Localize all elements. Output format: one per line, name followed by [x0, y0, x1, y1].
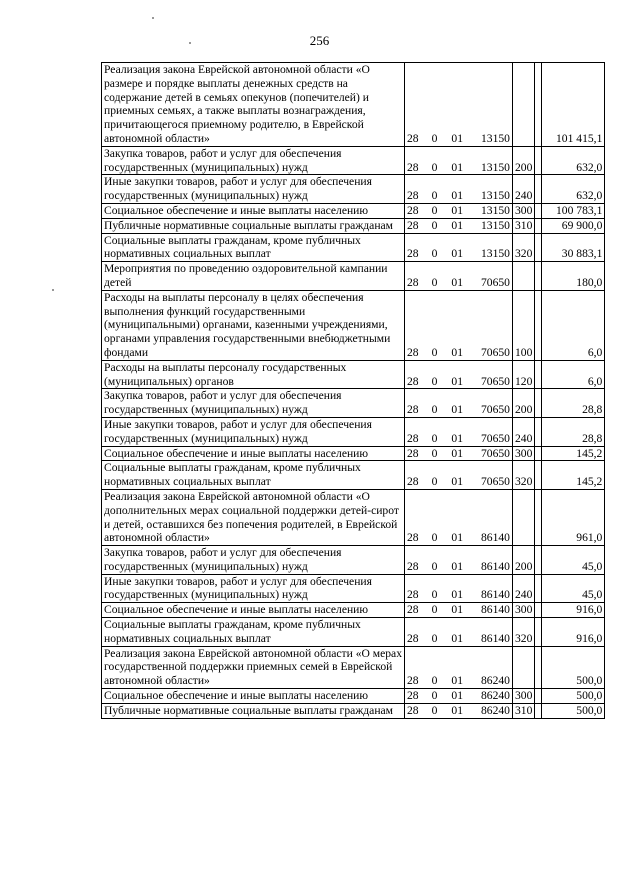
amount-value: 45,0 [582, 588, 603, 602]
code-direction: 13150 [480, 247, 510, 261]
expense-name: Социальное обеспечение и иные выплаты населению [104, 603, 369, 617]
expense-type-code: 320 [514, 247, 533, 261]
expense-name: Закупка товаров, работ и услуг для обеспечения государственных (муниципальных) нужд [104, 546, 342, 573]
amount-cell [542, 203, 605, 218]
table-row [102, 146, 605, 175]
empty-cell [535, 360, 542, 389]
amount-cell [542, 175, 605, 204]
table-row [102, 446, 605, 461]
expense-type-cell [512, 574, 534, 603]
code-program: 28 [407, 475, 419, 489]
code-program: 28 [407, 345, 419, 359]
table-row [102, 290, 605, 360]
code-subprogram: 0 [431, 475, 438, 489]
expense-type-cell [512, 446, 534, 461]
expense-name-cell [102, 218, 405, 233]
code-main-event: 01 [451, 689, 463, 703]
amount-value: 145,2 [576, 446, 603, 460]
expense-name: Иные закупки товаров, работ и услуг для обеспечения государственных (муниципальных) нужд [104, 574, 372, 602]
code-direction: 70650 [480, 403, 510, 417]
expense-name: Реализация закона Еврейской автономной области «О размере и порядке выплаты денежных средств на содержание детей в семьях опекунов (попечителей) и приемных семьях, а также выплаты вознаграждения, причитающегося приемному родителю, в Еврейской автономной области» [104, 63, 370, 145]
amount-cell [542, 146, 605, 175]
code-direction: 13150 [480, 218, 510, 232]
table-row [102, 489, 605, 545]
expense-type-cell [512, 489, 534, 545]
code-program: 28 [407, 446, 419, 460]
expense-name: Публичные нормативные социальные выплаты гражданам [104, 703, 393, 717]
expense-type-cell [512, 63, 534, 147]
amount-cell [542, 360, 605, 389]
amount-value: 28,8 [582, 431, 603, 445]
amount-value: 30 883,1 [561, 247, 603, 261]
code-subprogram: 0 [431, 131, 438, 145]
code-subprogram: 0 [431, 345, 438, 359]
expense-name: Публичные нормативные социальные выплаты гражданам [104, 218, 393, 232]
amount-value: 69 900,0 [561, 218, 603, 232]
code-direction: 13150 [480, 203, 510, 217]
code-subprogram: 0 [431, 403, 438, 417]
expense-type-cell [512, 646, 534, 688]
expense-name: Социальные выплаты гражданам, кроме публичных нормативных социальных выплат [104, 233, 361, 261]
amount-cell [542, 446, 605, 461]
amount-value: 6,0 [587, 345, 603, 359]
amount-value: 101 415,1 [555, 131, 603, 145]
empty-cell [535, 233, 542, 262]
code-direction: 13150 [480, 160, 510, 174]
amount-cell [542, 603, 605, 618]
code-direction: 70650 [480, 374, 510, 388]
empty-cell [535, 703, 542, 718]
empty-cell [535, 389, 542, 418]
code-main-event: 01 [451, 703, 463, 717]
expense-name: Мероприятия по проведению оздоровительной кампании детей [104, 262, 388, 289]
code-program: 28 [407, 275, 419, 289]
expense-name-cell [102, 262, 405, 291]
target-code-cell [405, 461, 513, 490]
amount-cell [542, 233, 605, 262]
table-row [102, 574, 605, 603]
table-row [102, 360, 605, 389]
code-main-event: 01 [451, 275, 463, 289]
target-code-cell [405, 146, 513, 175]
code-program: 28 [407, 689, 419, 703]
code-subprogram: 0 [431, 588, 438, 602]
code-main-event: 01 [451, 345, 463, 359]
expense-type-cell [512, 175, 534, 204]
expense-type-cell [512, 389, 534, 418]
table-row [102, 63, 605, 147]
expense-name-cell [102, 290, 405, 360]
code-main-event: 01 [451, 403, 463, 417]
amount-value: 632,0 [576, 189, 603, 203]
code-main-event: 01 [451, 189, 463, 203]
code-subprogram: 0 [431, 531, 438, 545]
target-code-cell [405, 63, 513, 147]
code-direction: 70650 [480, 446, 510, 460]
code-subprogram: 0 [431, 689, 438, 703]
code-main-event: 01 [451, 475, 463, 489]
empty-cell [535, 603, 542, 618]
expense-name-cell [102, 546, 405, 575]
target-code-cell [405, 446, 513, 461]
code-program: 28 [407, 431, 419, 445]
amount-cell [542, 218, 605, 233]
amount-cell [542, 290, 605, 360]
amount-value: 6,0 [587, 374, 603, 388]
code-main-event: 01 [451, 218, 463, 232]
expense-name-cell [102, 146, 405, 175]
target-code-cell [405, 290, 513, 360]
amount-cell [542, 262, 605, 291]
code-main-event: 01 [451, 431, 463, 445]
expense-name-cell [102, 618, 405, 647]
code-direction: 86140 [480, 531, 510, 545]
empty-cell [535, 618, 542, 647]
code-program: 28 [407, 531, 419, 545]
target-code-cell [405, 233, 513, 262]
target-code-cell [405, 175, 513, 204]
expense-name: Социальное обеспечение и иные выплаты населению [104, 203, 369, 217]
code-main-event: 01 [451, 559, 463, 573]
expense-type-code: 200 [514, 559, 533, 573]
amount-cell [542, 618, 605, 647]
empty-cell [535, 203, 542, 218]
expense-type-code: 240 [514, 189, 533, 203]
empty-cell [535, 290, 542, 360]
table-row [102, 461, 605, 490]
table-row [102, 218, 605, 233]
code-program: 28 [407, 703, 419, 717]
amount-cell [542, 646, 605, 688]
code-subprogram: 0 [431, 160, 438, 174]
amount-value: 632,0 [576, 160, 603, 174]
code-subprogram: 0 [431, 218, 438, 232]
code-direction: 86140 [480, 588, 510, 602]
code-direction: 86140 [480, 603, 510, 617]
code-main-event: 01 [451, 603, 463, 617]
empty-cell [535, 446, 542, 461]
code-program: 28 [407, 218, 419, 232]
code-program: 28 [407, 403, 419, 417]
target-code-cell [405, 489, 513, 545]
target-code-cell [405, 360, 513, 389]
code-program: 28 [407, 247, 419, 261]
expense-type-code: 300 [514, 446, 533, 460]
table-row [102, 417, 605, 446]
amount-value: 100 783,1 [555, 203, 603, 217]
expense-name: Социальные выплаты гражданам, кроме публичных нормативных социальных выплат [104, 461, 361, 489]
code-program: 28 [407, 203, 419, 217]
code-main-event: 01 [451, 131, 463, 145]
expense-type-cell [512, 290, 534, 360]
expense-name-cell [102, 446, 405, 461]
expense-name: Расходы на выплаты персоналу в целях обеспечения выполнения функций государственными (муниципальными) органами, казенными учреждениями, органами управления государственными внебюджетными фондами [104, 290, 391, 359]
expense-type-code: 100 [514, 345, 533, 359]
table-row [102, 389, 605, 418]
expense-name: Закупка товаров, работ и услуг для обеспечения государственных (муниципальных) нужд [104, 146, 342, 174]
code-main-event: 01 [451, 374, 463, 388]
table-row [102, 546, 605, 575]
code-subprogram: 0 [431, 703, 438, 717]
scan-speck [189, 42, 191, 44]
empty-cell [535, 417, 542, 446]
expense-name-cell [102, 646, 405, 688]
amount-value: 961,0 [576, 531, 603, 545]
amount-cell [542, 489, 605, 545]
expense-name-cell [102, 360, 405, 389]
code-subprogram: 0 [431, 374, 438, 388]
expense-type-code: 320 [514, 475, 533, 489]
code-program: 28 [407, 160, 419, 174]
expense-name-cell [102, 203, 405, 218]
expense-name: Закупка товаров, работ и услуг для обеспечения государственных (муниципальных) нужд [104, 389, 342, 417]
expense-type-cell [512, 218, 534, 233]
code-direction: 86240 [480, 703, 510, 717]
code-subprogram: 0 [431, 603, 438, 617]
code-subprogram: 0 [431, 247, 438, 261]
expense-type-code: 300 [514, 603, 533, 617]
code-program: 28 [407, 631, 419, 645]
expense-name-cell [102, 574, 405, 603]
target-code-cell [405, 262, 513, 291]
code-main-event: 01 [451, 531, 463, 545]
expense-name: Иные закупки товаров, работ и услуг для обеспечения государственных (муниципальных) нужд [104, 417, 372, 445]
expense-name: Расходы на выплаты персоналу государственных (муниципальных) органов [104, 360, 347, 388]
expense-name: Социальное обеспечение и иные выплаты населению [104, 446, 369, 460]
code-subprogram: 0 [431, 431, 438, 445]
expense-type-cell [512, 203, 534, 218]
amount-cell [542, 703, 605, 718]
expense-type-code: 300 [514, 203, 533, 217]
table-row [102, 262, 605, 291]
table-row [102, 646, 605, 688]
expense-type-cell [512, 262, 534, 291]
amount-cell [542, 574, 605, 603]
expense-name: Социальное обеспечение и иные выплаты населению [104, 689, 369, 703]
code-direction: 13150 [480, 131, 510, 145]
table-row [102, 618, 605, 647]
code-subprogram: 0 [431, 559, 438, 573]
empty-cell [535, 489, 542, 545]
amount-value: 145,2 [576, 475, 603, 489]
amount-cell [542, 461, 605, 490]
code-main-event: 01 [451, 160, 463, 174]
scan-speck [152, 17, 154, 19]
expense-type-cell [512, 703, 534, 718]
amount-cell [542, 546, 605, 575]
expense-type-cell [512, 689, 534, 704]
code-direction: 70650 [480, 431, 510, 445]
expense-type-cell [512, 546, 534, 575]
amount-value: 45,0 [582, 559, 603, 573]
target-code-cell [405, 689, 513, 704]
expense-name: Реализация закона Еврейской автономной области «О дополнительных мерах социальной поддержки детей-сирот и детей, оставшихся без попечения родителей, в Еврейской автономной области» [104, 489, 399, 545]
empty-cell [535, 646, 542, 688]
amount-cell [542, 389, 605, 418]
expense-type-code: 310 [514, 703, 533, 717]
expense-type-cell [512, 461, 534, 490]
expense-name: Иные закупки товаров, работ и услуг для обеспечения государственных (муниципальных) нужд [104, 175, 372, 203]
code-program: 28 [407, 603, 419, 617]
empty-cell [535, 218, 542, 233]
expense-type-cell [512, 603, 534, 618]
empty-cell [535, 574, 542, 603]
amount-value: 500,0 [576, 703, 603, 717]
table-row [102, 689, 605, 704]
target-code-cell [405, 218, 513, 233]
code-direction: 13150 [480, 189, 510, 203]
expense-name-cell [102, 689, 405, 704]
code-direction: 70650 [480, 275, 510, 289]
target-code-cell [405, 203, 513, 218]
expense-name-cell [102, 233, 405, 262]
expense-name-cell [102, 417, 405, 446]
target-code-cell [405, 646, 513, 688]
budget-table [101, 62, 605, 719]
code-direction: 86240 [480, 689, 510, 703]
empty-cell [535, 461, 542, 490]
code-subprogram: 0 [431, 631, 438, 645]
expense-type-code: 120 [514, 374, 533, 388]
code-main-event: 01 [451, 446, 463, 460]
amount-cell [542, 417, 605, 446]
table-row [102, 603, 605, 618]
code-program: 28 [407, 559, 419, 573]
target-code-cell [405, 546, 513, 575]
empty-cell [535, 546, 542, 575]
code-main-event: 01 [451, 588, 463, 602]
expense-name: Реализация закона Еврейской автономной области «О мерах государственной поддержки приемных семей в Еврейской автономной области» [104, 646, 403, 688]
code-main-event: 01 [451, 247, 463, 261]
code-subprogram: 0 [431, 203, 438, 217]
expense-type-cell [512, 146, 534, 175]
empty-cell [535, 262, 542, 291]
target-code-cell [405, 417, 513, 446]
code-subprogram: 0 [431, 446, 438, 460]
code-direction: 86140 [480, 559, 510, 573]
table-row [102, 233, 605, 262]
target-code-cell [405, 603, 513, 618]
expense-type-cell [512, 360, 534, 389]
expense-type-cell [512, 618, 534, 647]
target-code-cell [405, 389, 513, 418]
expense-name-cell [102, 461, 405, 490]
code-main-event: 01 [451, 631, 463, 645]
code-program: 28 [407, 374, 419, 388]
expense-type-code: 240 [514, 431, 533, 445]
code-main-event: 01 [451, 674, 463, 688]
amount-value: 916,0 [576, 631, 603, 645]
expense-type-cell [512, 233, 534, 262]
code-program: 28 [407, 674, 419, 688]
table-row [102, 703, 605, 718]
target-code-cell [405, 703, 513, 718]
expense-type-code: 240 [514, 588, 533, 602]
target-code-cell [405, 618, 513, 647]
code-program: 28 [407, 131, 419, 145]
amount-value: 28,8 [582, 403, 603, 417]
code-direction: 70650 [480, 345, 510, 359]
expense-type-code: 200 [514, 160, 533, 174]
scan-speck [52, 289, 54, 291]
expense-type-code: 200 [514, 403, 533, 417]
amount-value: 180,0 [576, 275, 603, 289]
empty-cell [535, 63, 542, 147]
amount-value: 500,0 [576, 689, 603, 703]
code-direction: 86240 [480, 674, 510, 688]
amount-value: 916,0 [576, 603, 603, 617]
code-main-event: 01 [451, 203, 463, 217]
code-program: 28 [407, 189, 419, 203]
target-code-cell [405, 574, 513, 603]
empty-cell [535, 175, 542, 204]
empty-cell [535, 689, 542, 704]
empty-cell [535, 146, 542, 175]
expense-type-code: 300 [514, 689, 533, 703]
expense-name-cell [102, 703, 405, 718]
expense-name-cell [102, 63, 405, 147]
code-direction: 86140 [480, 631, 510, 645]
expense-name-cell [102, 489, 405, 545]
code-direction: 70650 [480, 475, 510, 489]
amount-cell [542, 689, 605, 704]
amount-value: 500,0 [576, 674, 603, 688]
expense-name: Социальные выплаты гражданам, кроме публичных нормативных социальных выплат [104, 618, 361, 645]
code-subprogram: 0 [431, 674, 438, 688]
page-number: 256 [309, 33, 330, 48]
code-subprogram: 0 [431, 275, 438, 289]
expense-type-code: 320 [514, 631, 533, 645]
code-subprogram: 0 [431, 189, 438, 203]
expense-type-code: 310 [514, 218, 533, 232]
code-program: 28 [407, 588, 419, 602]
table-row [102, 175, 605, 204]
expense-name-cell [102, 603, 405, 618]
expense-type-cell [512, 417, 534, 446]
table-row [102, 203, 605, 218]
amount-cell [542, 63, 605, 147]
expense-name-cell [102, 389, 405, 418]
expense-name-cell [102, 175, 405, 204]
